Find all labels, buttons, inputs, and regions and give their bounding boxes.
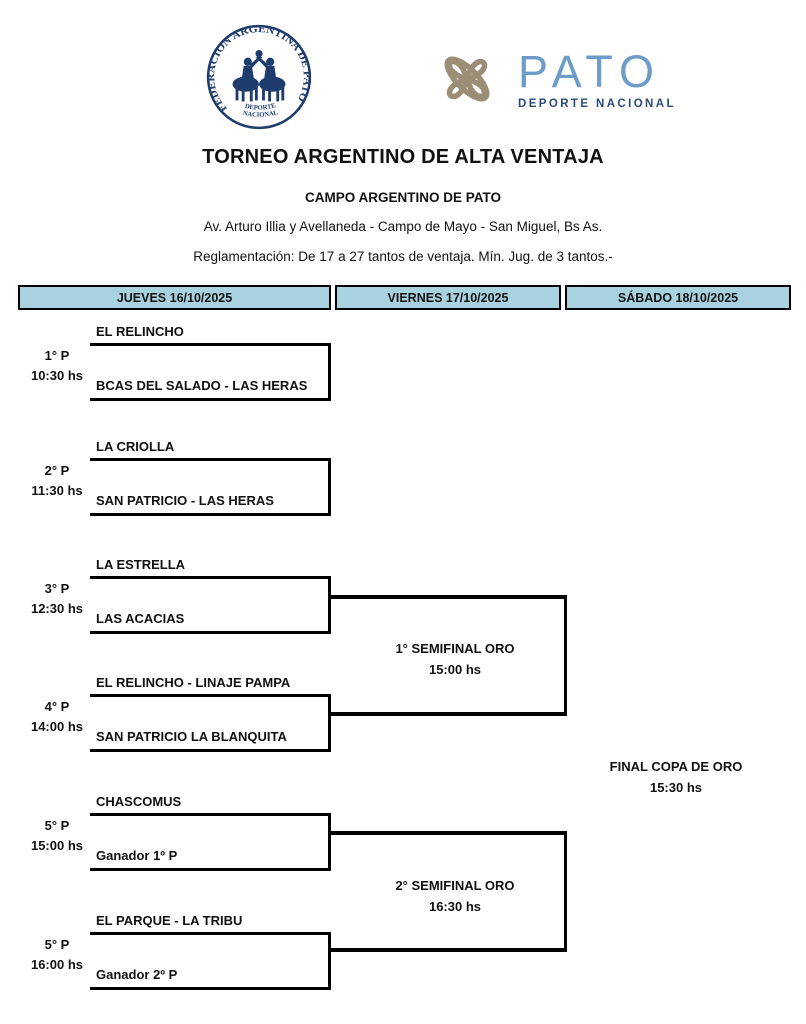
- match-number: 3° P: [44, 581, 70, 596]
- match-5-bracket: [90, 787, 331, 871]
- match-time: 16:00 hs: [30, 956, 84, 972]
- venue-address: Av. Arturo Illia y Avellaneda - Campo de Mayo - San Miguel, Bs As.: [203, 219, 603, 234]
- match-2-box: [90, 458, 331, 516]
- match-4-label: [18, 697, 96, 736]
- match-4-bottom-team: SAN PATRICIO LA BLANQUITA: [96, 729, 287, 744]
- day-column-viernes: VIERNES 17/10/2025: [335, 285, 561, 310]
- match-3-box: [90, 576, 331, 634]
- match-6-box: [90, 932, 331, 990]
- match-1-bottom-team: BCAS DEL SALADO - LAS HERAS: [96, 378, 308, 393]
- match-5-box: [90, 813, 331, 871]
- match-5-bottom-team: Ganador 1º P: [96, 848, 178, 863]
- day-column-jueves: JUEVES 16/10/2025: [18, 285, 331, 310]
- final-time: 15:30 hs: [649, 780, 703, 795]
- pato-tagline: DEPORTE NACIONAL: [518, 97, 676, 110]
- match-6-bottom-team: Ganador 2º P: [96, 967, 178, 982]
- match-time: 14:00 hs: [30, 718, 84, 734]
- seal-inner-text-nacional: NACIONAL: [242, 109, 279, 119]
- semifinal-2-title: 2° SEMIFINAL ORO: [395, 878, 515, 893]
- pato-deporte-nacional-logo: [428, 40, 676, 118]
- seal-ring-text: FEDERACION ARGENTINA DE PATO: [205, 23, 313, 115]
- semifinal-1-time: 15:00 hs: [428, 662, 482, 677]
- match-1-bracket: [90, 317, 331, 401]
- match-6-bracket: [90, 906, 331, 990]
- connector-match-6: [328, 948, 567, 952]
- match-2-label: [18, 461, 96, 500]
- match-3-bottom-team: LAS ACACIAS: [96, 611, 185, 626]
- match-1-label: [18, 346, 96, 385]
- final-label: [566, 756, 786, 798]
- semifinal-1-label: [345, 638, 565, 680]
- match-5-label: [18, 816, 96, 855]
- match-6-top-team: EL PARQUE - LA TRIBU: [96, 913, 243, 928]
- match-4-box: [90, 694, 331, 752]
- semifinal-1-title: 1° SEMIFINAL ORO: [395, 641, 515, 656]
- match-time: 10:30 hs: [30, 367, 84, 383]
- seal-inner-text-deporte: DEPORTE: [244, 102, 277, 112]
- match-5-top-team: CHASCOMUS: [96, 794, 182, 809]
- match-time: 12:30 hs: [30, 600, 84, 616]
- match-3-top-team: LA ESTRELLA: [96, 557, 186, 572]
- connector-match-4: [328, 712, 567, 716]
- match-number: 5° P: [44, 818, 70, 833]
- pato-wordmark: PATO: [518, 45, 662, 97]
- match-4-bracket: [90, 668, 331, 752]
- final-title: FINAL COPA DE ORO: [609, 759, 743, 774]
- match-time: 15:00 hs: [30, 837, 84, 853]
- connector-match-3: [328, 595, 567, 599]
- federacion-argentina-de-pato-logo: [202, 20, 316, 134]
- match-3-bracket: [90, 550, 331, 634]
- semifinal-2-time: 16:30 hs: [428, 899, 482, 914]
- match-2-top-team: LA CRIOLLA: [96, 439, 175, 454]
- match-number: 1° P: [44, 348, 70, 363]
- page-title: TORNEO ARGENTINO DE ALTA VENTAJA: [202, 146, 604, 168]
- regulation-text: Reglamentación: De 17 a 27 tantos de ventaja. Mín. Jug. de 3 tantos.-: [193, 249, 613, 264]
- match-number: 2° P: [44, 463, 70, 478]
- connector-match-5: [328, 831, 567, 835]
- match-4-top-team: EL RELINCHO - LINAJE PAMPA: [96, 675, 291, 690]
- match-number: 5° P: [44, 937, 70, 952]
- pato-knot-icon: [428, 40, 506, 118]
- match-6-label: [18, 935, 96, 974]
- match-time: 11:30 hs: [31, 482, 83, 498]
- match-number: 4° P: [44, 699, 70, 714]
- match-3-label: [18, 579, 96, 618]
- venue-name: CAMPO ARGENTINO DE PATO: [304, 190, 501, 205]
- match-2-bottom-team: SAN PATRICIO - LAS HERAS: [96, 493, 274, 508]
- match-2-bracket: [90, 432, 331, 516]
- match-1-box: [90, 343, 331, 401]
- day-column-sabado: SÁBADO 18/10/2025: [565, 285, 791, 310]
- semifinal-2-label: [345, 875, 565, 917]
- match-1-top-team: EL RELINCHO: [96, 324, 184, 339]
